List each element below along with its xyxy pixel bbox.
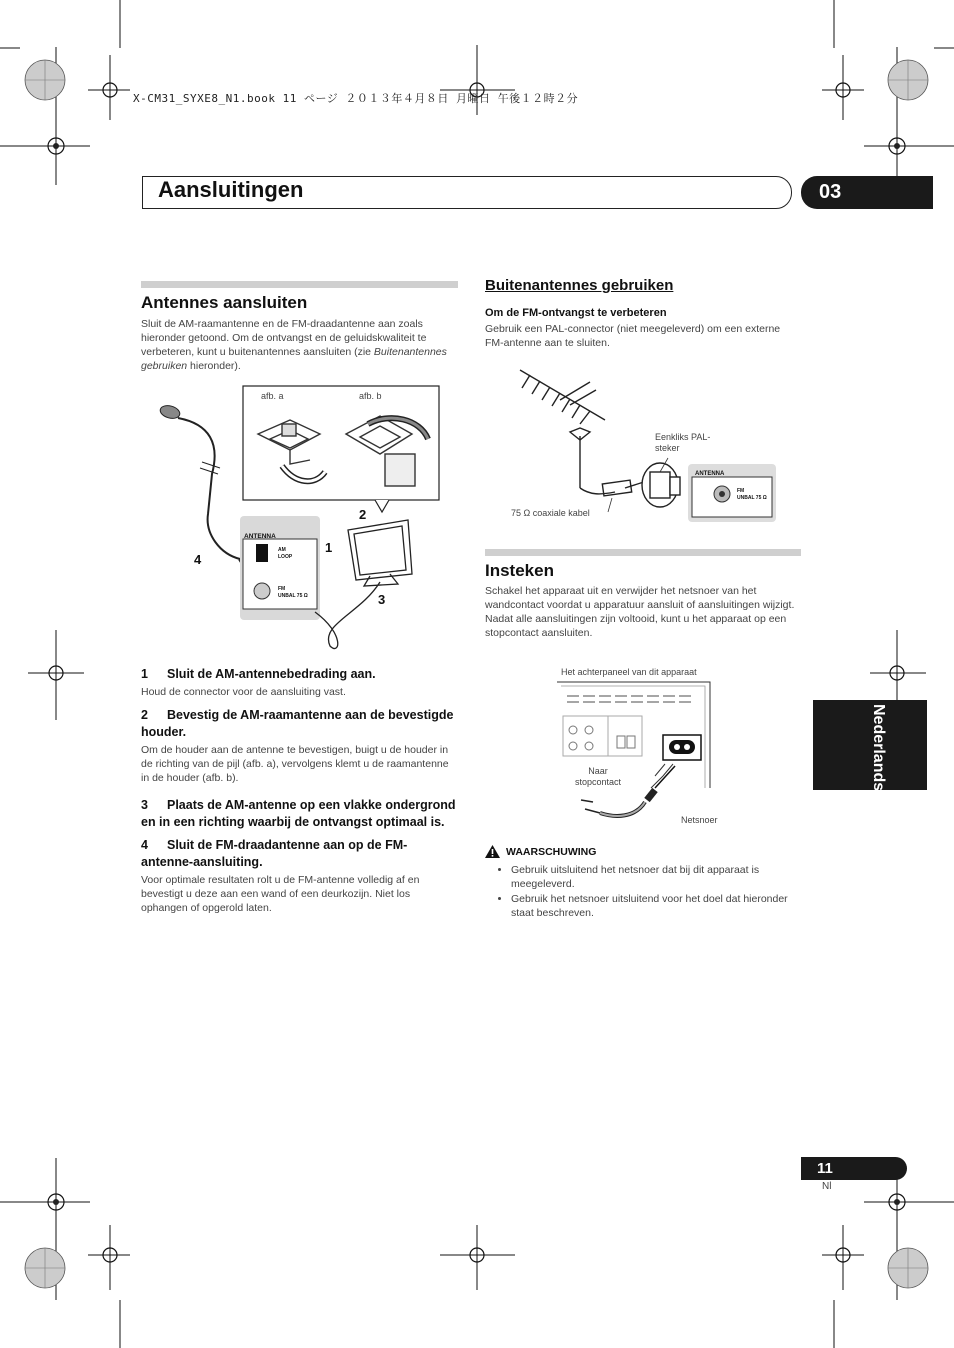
section-heading-plugin: Insteken: [485, 561, 554, 580]
coax-cable-label: 75 Ω coaxiale kabel: [511, 508, 590, 518]
outlet-label: Naar stopcontact: [574, 766, 622, 787]
rear-panel-label: Het achterpaneel van dit apparaat: [561, 667, 697, 677]
section-divider: [141, 281, 458, 288]
chapter-title: Aansluitingen: [158, 177, 304, 202]
chapter-number: 03: [801, 176, 933, 209]
panel-antenna-label: ANTENNA: [244, 533, 276, 540]
figure-label-b: afb. b: [359, 391, 382, 401]
warning-block: [485, 845, 803, 921]
warning-item: • Gebruik uitsluitend het netsnoer dat bij dit apparaat is meegeleverd.: [511, 863, 803, 891]
intro-text: Sluit de AM-raamantenne en de FM-draadantenne aan zoals hieronder getoond. Om de ontvangst en de geluidskwaliteit te verbeteren, kunt u buitenantennes aansluiten (zie: [141, 318, 427, 358]
step-3: [141, 797, 459, 831]
page-number: 11: [801, 1157, 907, 1180]
step-number: 2: [141, 708, 148, 722]
step-list: [141, 666, 459, 915]
intro-text-end: hieronder).: [187, 360, 241, 372]
warning-item: • Gebruik het netsnoer uitsluitend voor het doel dat hieronder staat beschreven.: [511, 892, 803, 920]
outdoor-antenna-figure: [500, 360, 790, 530]
outdoor-panel-label: ANTENNA: [695, 471, 725, 477]
warning-triangle-icon: [485, 845, 500, 858]
language-tab: [813, 700, 927, 790]
step-4: [141, 837, 459, 915]
step-title: Sluit de FM-draadantenne aan op de FM-antenne-aansluiting.: [141, 838, 408, 869]
section-divider: [485, 549, 801, 556]
outdoor-text: Gebruik een PAL-connector (niet meegeleverd) om een externe FM-antenne aan te sluiten.: [485, 323, 781, 349]
section-heading-outdoor: Buitenantennes gebruiken: [485, 277, 674, 294]
callout-2: 2: [359, 507, 367, 522]
warning-title: WAARSCHUWING: [506, 845, 597, 858]
language-code: Nl: [822, 1181, 832, 1192]
figure-label-a: afb. a: [261, 391, 284, 401]
step-number: 3: [141, 798, 148, 812]
power-cord-label: Netsnoer: [681, 815, 718, 825]
step-text: Voor optimale resultaten rolt u de FM-antenne volledig af en bevestigt u deze aan een wand of een deurkozijn. Niet los ophangen of opgerold laten.: [141, 874, 420, 914]
intro-paragraph: [141, 317, 459, 373]
pal-plug-label: Eenkliks PAL- steker: [655, 432, 711, 453]
step-number: 4: [141, 838, 148, 852]
step-title: Bevestig de AM-raamantenne aan de bevestigde houder.: [141, 708, 454, 739]
svg-text:FM: FM: [278, 586, 286, 592]
svg-text:LOOP: LOOP: [278, 554, 293, 560]
step-2: [141, 707, 459, 785]
step-title: Plaats de AM-antenne op een vlakke ondergrond en in een richting waarbij de ontvangst optimaal is.: [141, 798, 456, 829]
intro-crossref: Buitenantennes gebruiken: [141, 346, 447, 372]
antenna-connection-figure: [150, 384, 450, 654]
print-job-info: X-CM31_SYXE8_N1.book 11 ページ ２０１３年４月８日 月曜日 午後１２時２分: [133, 92, 579, 105]
step-1: [141, 666, 459, 699]
svg-text:FM: FM: [737, 488, 745, 494]
warning-list: [485, 863, 803, 920]
svg-text:UNBAL 75 Ω: UNBAL 75 Ω: [737, 495, 767, 501]
callout-3: 3: [378, 592, 386, 607]
step-text: Om de houder aan de antenne te bevestigen, buigt u de houder in de richting van de pijl (afb. a), vervolgens klemt u de raamantenne in de houder (afb. b).: [141, 744, 449, 784]
callout-4: 4: [194, 552, 202, 567]
subheading-fm: Om de FM-ontvangst te verbeteren: [485, 307, 667, 319]
svg-text:UNBAL 75 Ω: UNBAL 75 Ω: [278, 593, 308, 599]
step-text: Houd de connector voor de aansluiting vast.: [141, 686, 346, 698]
language-tab-label: Nederlands: [870, 704, 887, 792]
power-cord-figure: [555, 678, 725, 828]
step-number: 1: [141, 667, 148, 681]
callout-1: 1: [325, 540, 333, 555]
svg-text:AM: AM: [278, 547, 286, 553]
plugin-text: Schakel het apparaat uit en verwijder het netsnoer van het wandcontact voordat u apparatuur aansluit of aansluitingen wijzigt. Nadat alle aansluitingen zijn voltooid, kunt u het apparaat op een stopcontact aansluiten.: [485, 585, 795, 639]
step-title: Sluit de AM-antennebedrading aan.: [167, 667, 376, 681]
section-heading-antennas: Antennes aansluiten: [141, 293, 308, 312]
